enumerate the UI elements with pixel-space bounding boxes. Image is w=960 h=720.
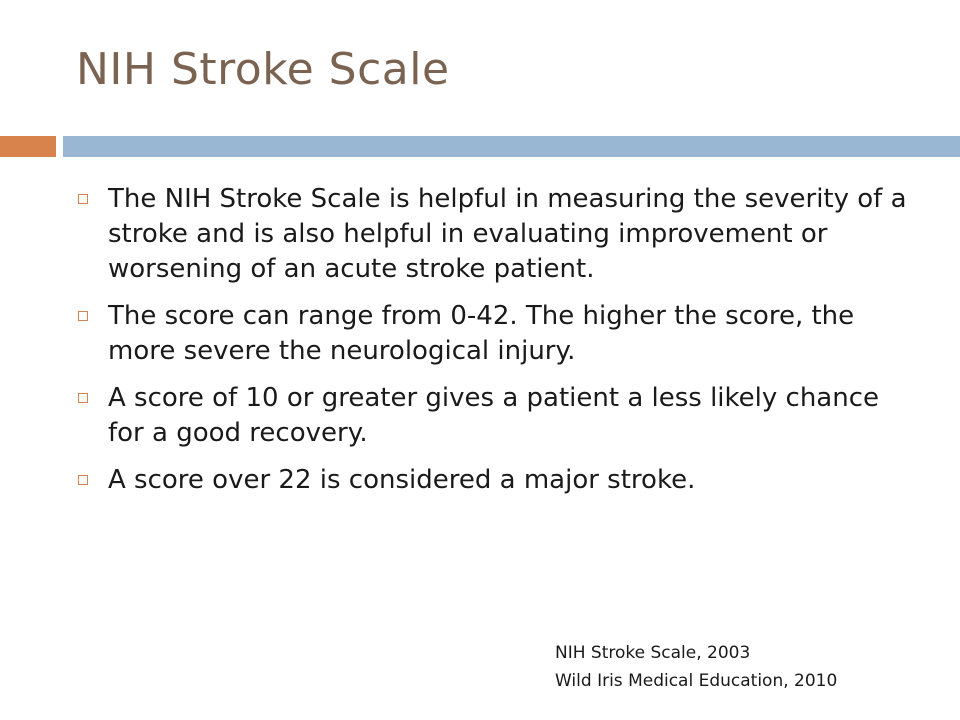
bullet-text: The score can range from 0-42. The higher the score, the more severe the neurological injury. (108, 301, 855, 366)
citation-block (555, 639, 837, 695)
citation-line: Wild Iris Medical Education, 2010 (555, 671, 838, 691)
title-divider-accent (0, 136, 56, 157)
bullet-list (76, 182, 916, 510)
bullet-item (76, 381, 916, 451)
citation-line: NIH Stroke Scale, 2003 (555, 643, 751, 663)
bullet-text: The NIH Stroke Scale is helpful in measuring the severity of a stroke and is also helpful in evaluating improvement or worsening of an acute stroke patient. (108, 184, 907, 284)
hollow-square-bullet-icon (78, 475, 88, 485)
title-divider-bar (63, 136, 960, 157)
slide-title: NIH Stroke Scale (76, 44, 450, 95)
hollow-square-bullet-icon (78, 311, 88, 321)
bullet-item (76, 463, 916, 498)
bullet-item (76, 299, 916, 369)
bullet-item (76, 182, 916, 287)
hollow-square-bullet-icon (78, 194, 88, 204)
bullet-text: A score over 22 is considered a major stroke. (108, 465, 696, 495)
hollow-square-bullet-icon (78, 393, 88, 403)
bullet-text: A score of 10 or greater gives a patient a less likely chance for a good recovery. (108, 383, 880, 448)
